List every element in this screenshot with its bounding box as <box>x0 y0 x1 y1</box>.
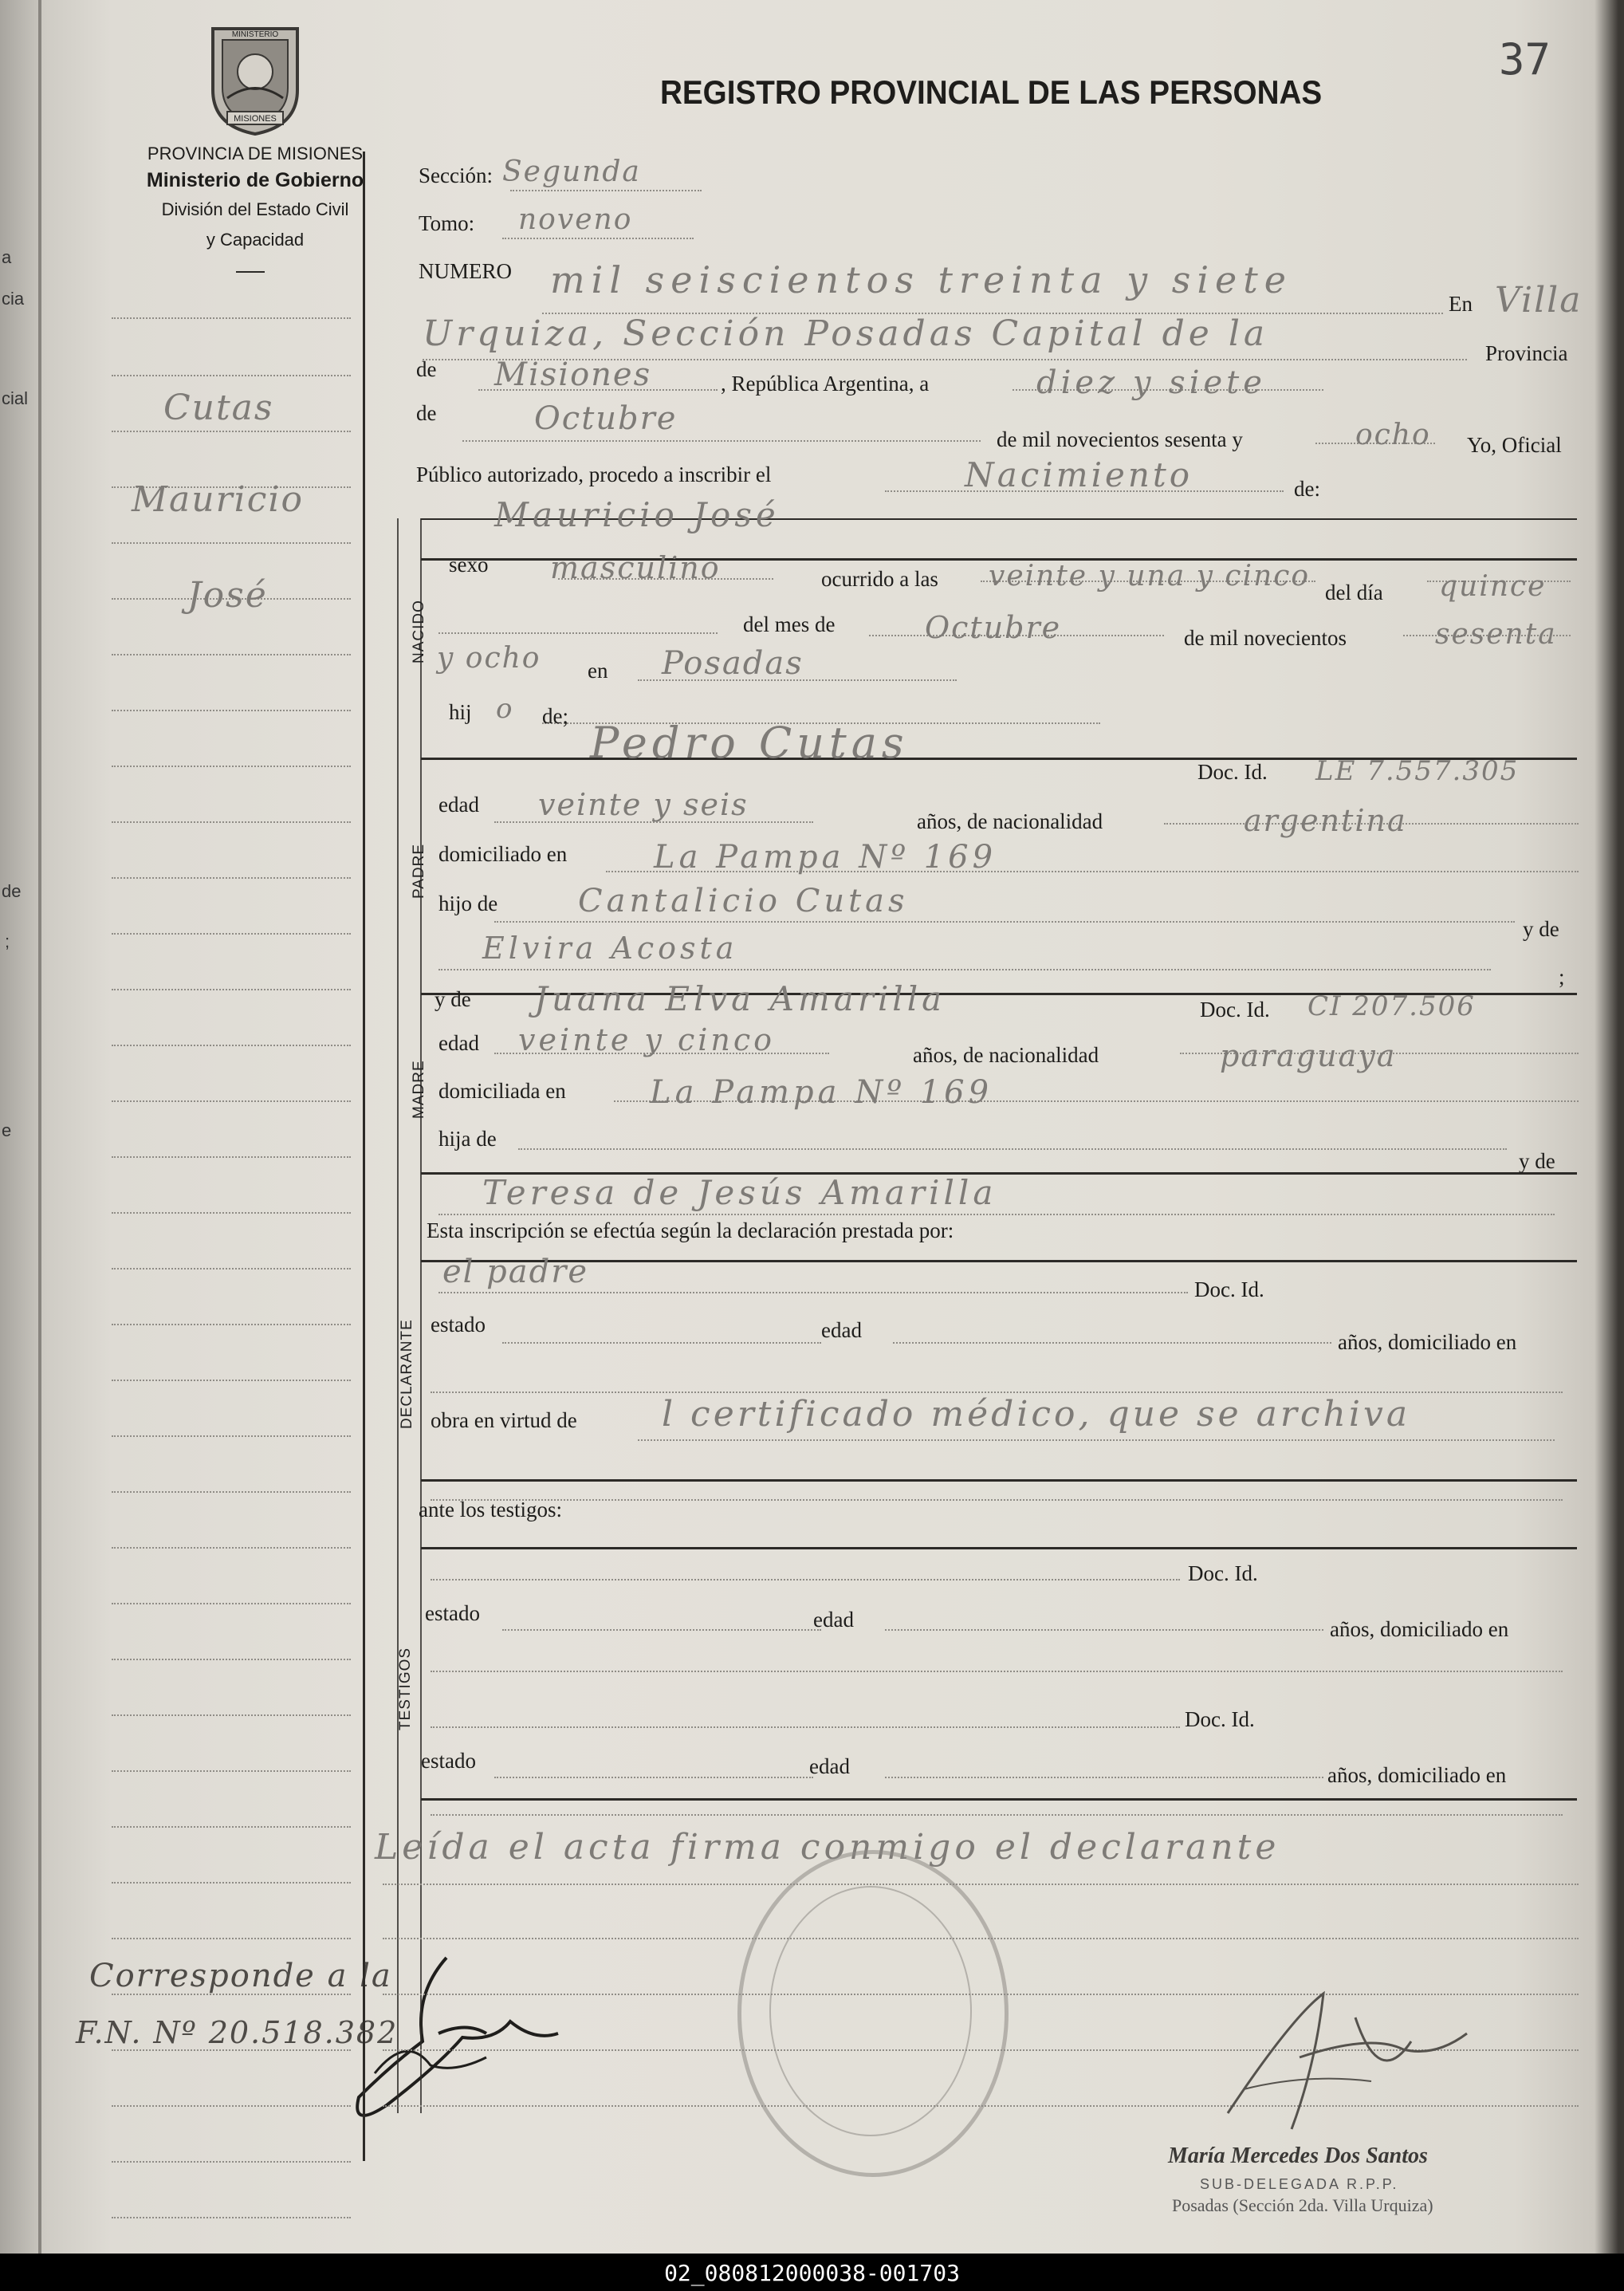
margin-surname: Cutas <box>163 388 274 428</box>
signature-location: Posadas (Sección 2da. Villa Urquiza) <box>1172 2195 1433 2215</box>
label-declarante-doc: Doc. Id. <box>1194 1277 1264 1301</box>
prev-page-fragment: cial <box>2 388 29 408</box>
binding-spine <box>38 0 41 2265</box>
hw-lugar-nacimiento: Posadas <box>662 645 804 682</box>
hw-madre-edad: veinte y cinco <box>518 1022 776 1057</box>
margin-corresponde-line1: Corresponde a la <box>89 1958 392 1994</box>
prev-page-fragment: cia <box>2 289 25 309</box>
label-numero: NUMERO <box>419 259 513 283</box>
image-caption-bar <box>0 2254 1624 2291</box>
label-testigo1-edad: edad <box>813 1608 854 1632</box>
side-label-padre: PADRE <box>411 843 427 899</box>
hw-padre-madre: Elvira Acosta <box>482 931 738 966</box>
label-testigo2-doc: Doc. Id. <box>1185 1707 1255 1731</box>
label-ocurrido: ocurrido a las <box>821 567 938 591</box>
label-declarante-domicilio: años, domiciliado en <box>1338 1330 1517 1354</box>
side-label-nacido: NACIDO <box>411 600 427 663</box>
label-testigo2-edad: edad <box>809 1754 850 1778</box>
label-madre-doc: Doc. Id. <box>1200 998 1270 1022</box>
hw-obra-virtud: l certificado médico, que se archiva <box>662 1394 1411 1435</box>
label-semicolon: ; <box>1559 965 1565 989</box>
label-padre-hijo-de: hijo de <box>438 892 498 915</box>
declarante-top-border <box>421 1260 1577 1262</box>
header-capacity: y Capacidad <box>206 230 305 250</box>
label-del-dia: del día <box>1325 581 1383 604</box>
hw-seccion: Segunda <box>502 155 641 188</box>
hw-madre-madre: Teresa de Jesús Amarilla <box>482 1173 997 1212</box>
prev-page-fragment: a <box>2 247 12 267</box>
official-stamp <box>737 1850 1009 2177</box>
hw-padre-doc: LE 7.557.305 <box>1315 755 1520 787</box>
seal-bottom-text: MISIONES <box>234 114 277 124</box>
label-declarante-estado: estado <box>431 1313 486 1336</box>
label-padre-domicilio: domiciliado en <box>438 842 568 866</box>
label-hij: hij <box>449 700 472 724</box>
hw-numero: mil seiscientos treinta y siete <box>550 258 1292 301</box>
label-padre-edad: edad <box>438 793 479 817</box>
hw-madre-domicilio: La Pampa Nº 169 <box>650 1074 993 1111</box>
label-seccion: Sección: <box>419 163 493 187</box>
provincial-seal-icon <box>203 22 307 138</box>
label-padre-doc: Doc. Id. <box>1197 760 1268 784</box>
label-provincia: Provincia <box>1485 341 1568 365</box>
side-label-madre: MADRE <box>411 1060 427 1119</box>
label-madre-hija-de: hija de <box>438 1127 497 1151</box>
hw-anio-nacimiento-2: y ocho <box>437 642 541 675</box>
label-republica: , República Argentina, a <box>721 372 930 396</box>
signature-title: SUB-DELEGADA R.P.P. <box>1200 2176 1399 2192</box>
label-yo-oficial: Yo, Oficial <box>1467 433 1562 457</box>
label-de-semicolon: de; <box>542 704 568 728</box>
form-left-border <box>363 152 365 2161</box>
hw-padre-padre: Cantalicio Cutas <box>578 883 909 919</box>
label-del-mes: del mes de <box>743 612 836 636</box>
label-en-lugar: en <box>588 659 608 683</box>
header-province: PROVINCIA DE MISIONES <box>147 144 364 163</box>
prev-page-fragment: ; <box>5 931 10 951</box>
hw-padre-edad: veinte y seis <box>538 787 749 822</box>
label-sexo: sexo <box>449 553 489 577</box>
hw-mes-nacimiento: Octubre <box>925 610 1062 645</box>
label-madre-domicilio: domiciliada en <box>438 1079 566 1103</box>
hw-nombre: Mauricio José <box>494 495 780 534</box>
label-padre-y-de: y de <box>1523 917 1559 941</box>
official-signature <box>1196 1970 1499 2145</box>
image-caption: 02_080812000038-001703 <box>664 2260 960 2286</box>
label-madre-y-de: y de <box>435 987 471 1011</box>
label-declarante-edad: edad <box>821 1318 862 1342</box>
label-testigo1-doc: Doc. Id. <box>1188 1561 1258 1585</box>
label-testigo2-estado: estado <box>421 1749 476 1773</box>
label-madre-edad: edad <box>438 1031 479 1055</box>
hw-hora: veinte y una y cinco <box>989 560 1311 592</box>
header-underline <box>236 271 265 273</box>
prev-page-fragment: de <box>2 881 22 901</box>
label-ante-testigos: ante los testigos: <box>419 1498 562 1521</box>
label-tomo: Tomo: <box>419 211 475 235</box>
hw-padre-domicilio: La Pampa Nº 169 <box>654 839 997 876</box>
hw-sexo: masculino <box>550 550 721 585</box>
label-testigo1-estado: estado <box>425 1601 480 1625</box>
label-mil-novecientos-sesenta: de mil novecientos sesenta y <box>997 427 1243 451</box>
label-mil-novecientos: de mil novecientos <box>1184 626 1347 650</box>
side-label-declarante: DECLARANTE <box>399 1319 415 1429</box>
declarante-bottom-border <box>421 1479 1577 1482</box>
label-madre-nacionalidad: años, de nacionalidad <box>913 1043 1099 1067</box>
label-padre-nacionalidad: años, de nacionalidad <box>917 809 1103 833</box>
label-de: de <box>416 357 437 381</box>
label-publico-autorizado: Público autorizado, procedo a inscribir el <box>416 463 772 486</box>
label-testigo1-domicilio: años, domiciliado en <box>1330 1617 1509 1641</box>
label-inscripcion: Esta inscripción se efectúa según la declaración prestada por: <box>427 1218 954 1242</box>
form-inner-border <box>397 518 399 2113</box>
hw-padre-nacionalidad: argentina <box>1244 803 1407 838</box>
signature-name: María Mercedes Dos Santos <box>1168 2143 1428 2168</box>
hw-acto: Nacimiento <box>965 455 1193 494</box>
prev-page-fragment: e <box>2 1120 12 1140</box>
hw-anio: ocho <box>1355 419 1431 451</box>
testigos-top-border <box>421 1547 1577 1549</box>
margin-corresponde-line2: F.N. Nº 20.518.382 <box>76 2015 399 2050</box>
hw-madre-doc: CI 207.506 <box>1307 990 1476 1022</box>
hw-tomo: noveno <box>518 203 633 236</box>
hw-dia: diez y siete <box>1036 364 1266 401</box>
hw-hij-suffix: o <box>496 693 514 725</box>
margin-first-name: Mauricio <box>132 479 304 520</box>
hw-provincia: Misiones <box>494 356 652 393</box>
header-ministry: Ministerio de Gobierno <box>146 169 364 191</box>
hw-anio-nacimiento-1: sesenta <box>1435 618 1557 651</box>
hw-lugar-1: Villa <box>1495 280 1583 321</box>
label-de-colon: de: <box>1294 477 1320 501</box>
margin-second-name: José <box>187 575 268 616</box>
label-de-month: de <box>416 401 437 425</box>
testigos-bottom-border <box>421 1798 1577 1801</box>
hw-padre-nombre: Pedro Cutas <box>590 718 909 768</box>
document-title: REGISTRO PROVINCIAL DE LAS PERSONAS <box>660 73 1323 111</box>
hw-madre-nacionalidad: paraguaya <box>1220 1038 1397 1073</box>
previous-page-edge <box>0 0 41 2291</box>
hw-madre-nombre: Juana Elva Amarilla <box>534 979 946 1018</box>
label-en: En <box>1449 292 1473 316</box>
hw-cierre: Leída el acta firma conmigo el declarante <box>375 1827 1280 1868</box>
page-number: 37 <box>1499 34 1551 85</box>
side-label-testigos: TESTIGOS <box>397 1647 414 1730</box>
hw-mes: Octubre <box>534 400 678 437</box>
label-testigo2-domicilio: años, domiciliado en <box>1327 1763 1507 1787</box>
hw-declarante: el padre <box>442 1254 589 1290</box>
hw-dia-nacimiento: quince <box>1439 570 1547 603</box>
label-madre-y-de-2: y de <box>1519 1149 1555 1173</box>
hw-lugar-2: Urquiza, Sección Posadas Capital de la <box>423 313 1269 354</box>
label-obra-virtud: obra en virtud de <box>431 1408 577 1432</box>
seal-top-text: MINISTERIO <box>231 30 279 39</box>
header-division: División del Estado Civil <box>161 199 349 219</box>
